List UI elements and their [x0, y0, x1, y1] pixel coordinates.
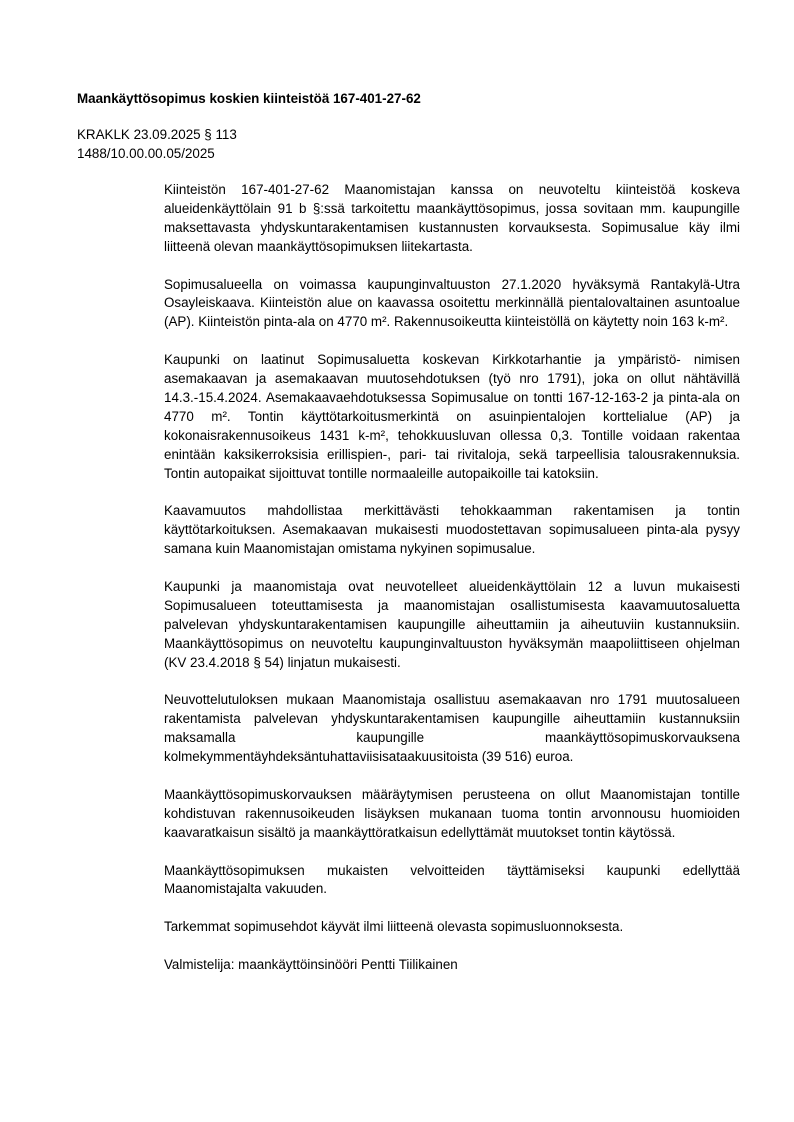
- meeting-reference: KRAKLK 23.09.2025 § 113: [77, 127, 237, 142]
- paragraph-detailed-plan: Kaupunki on laatinut Sopimusaluetta koskevan Kirkkotarhantie ja ympäristö- nimisen asemakaavan ja asemakaavan muutosehdotuksen (työ nro 1791), joka on ollut nähtävillä 14.3.-15.4.2024. Asemakaavaehdotuksessa Sopimusalue on tontti 167-12-163-2 ja pinta-ala on 4770 m². Tontin käyttötarkoitusmerkintä on asuinpientalojen korttelialue (AP) ja kokonaisrakennusoikeus 1431 k-m², tehokkuusluvan ollessa 0,3. Tontille voidaan rakentaa enintään kaksikerroksisia erillispien-, pari- tai rivitaloja, sekä tarpeellisia talousrakennuksia. Tontin autopaikat sijoittuvat tontille normaaleille autopaikoille tai katoksiin.: [164, 352, 740, 481]
- paragraph-negotiation: Kaupunki ja maanomistaja ovat neuvotelleet alueidenkäyttölain 12 a luvun mukaisesti Sopimusalueen toteuttamisesta ja maanomistajan osallistumisesta kaavamuutosaluetta palvelevan yhdyskuntarakentamisen kaupungille aiheuttamiin ja aiheutuviin kustannuksiin. Maankäyttösopimus on neuvoteltu kaupunginvaltuuston hyväksymän maapoliittiseen ohjelman (KV 23.4.2018 § 54) linjatun mukaisesti.: [164, 578, 740, 670]
- paragraph-basis: Maankäyttösopimuskorvauksen määräytymisen perusteena on ollut Maanomistajan tontille kohdistuvan rakennusoikeuden lisäyksen mukanaan tuoma tontin arvonnousu huomioiden kaavaratkaisun sisältö ja maankäyttöratkaisun edellyttämät muutokset tontin käytössä.: [164, 786, 740, 840]
- paragraph-master-plan: Sopimusalueella on voimassa kaupunginvaltuuston 27.1.2020 hyväksymä Rantakylä-Utra Osayleiskaava. Kiinteistön alue on kaavassa osoitettu merkinnällä pientalovaltainen asuntoalue (AP). Kiinteistön pinta-ala on 4770 m². Rakennusoikeutta kiinteistöllä on käytetty noin 163 k-m².: [164, 276, 740, 330]
- paragraph-plan-change: Kaavamuutos mahdollistaa merkittävästi tehokkaamman rakentamisen ja tontin käyttötarkoituksen. Asemakaavan mukaisesti muodostettavan sopimusalueen pinta-ala pysyy samana kuin Maanomistajan omistama nykyinen sopimusalue.: [164, 503, 740, 557]
- document-meta: [77, 126, 237, 163]
- paragraph-guarantee: Maankäyttösopimuksen mukaisten velvoitteiden täyttämiseksi kaupunki edellyttää Maanomistajalta vakuuden.: [164, 862, 740, 897]
- document-title: Maankäyttösopimus koskien kiinteistöä 167-401-27-62: [77, 91, 421, 106]
- paragraph-terms: Tarkemmat sopimusehdot käyvät ilmi liitteenä olevasta sopimusluonnoksesta.: [164, 919, 624, 935]
- paragraph-preparer: Valmistelija: maankäyttöinsinööri Pentti Tiilikainen: [164, 957, 458, 973]
- document-body: [164, 181, 740, 994]
- paragraph-intro: Kiinteistön 167-401-27-62 Maanomistajan kanssa on neuvoteltu kiinteistöä koskeva alueidenkäyttölain 91 b §:ssä tarkoitettu maankäyttösopimus, jossa sovitaan mm. kaupungille maksettavasta yhdyskuntarakentamisen kustannusten korvauksesta. Sopimusalue käy ilmi liitteenä olevan maankäyttösopimuksen liitekartasta.: [164, 182, 740, 254]
- diary-number: 1488/10.00.00.05/2025: [77, 145, 215, 161]
- paragraph-compensation: Neuvottelutuloksen mukaan Maanomistaja osallistuu asemakaavan nro 1791 muutosalueen rakentamista palvelevan yhdyskuntarakentamisen kaupungille aiheuttamiin kustannuksiin maksamalla kaupungille maankäyttösopimuskorvauksena kolmekymmentäyhdeksäntuhattaviisisataakuusitoista (39 516) euroa.: [164, 692, 740, 765]
